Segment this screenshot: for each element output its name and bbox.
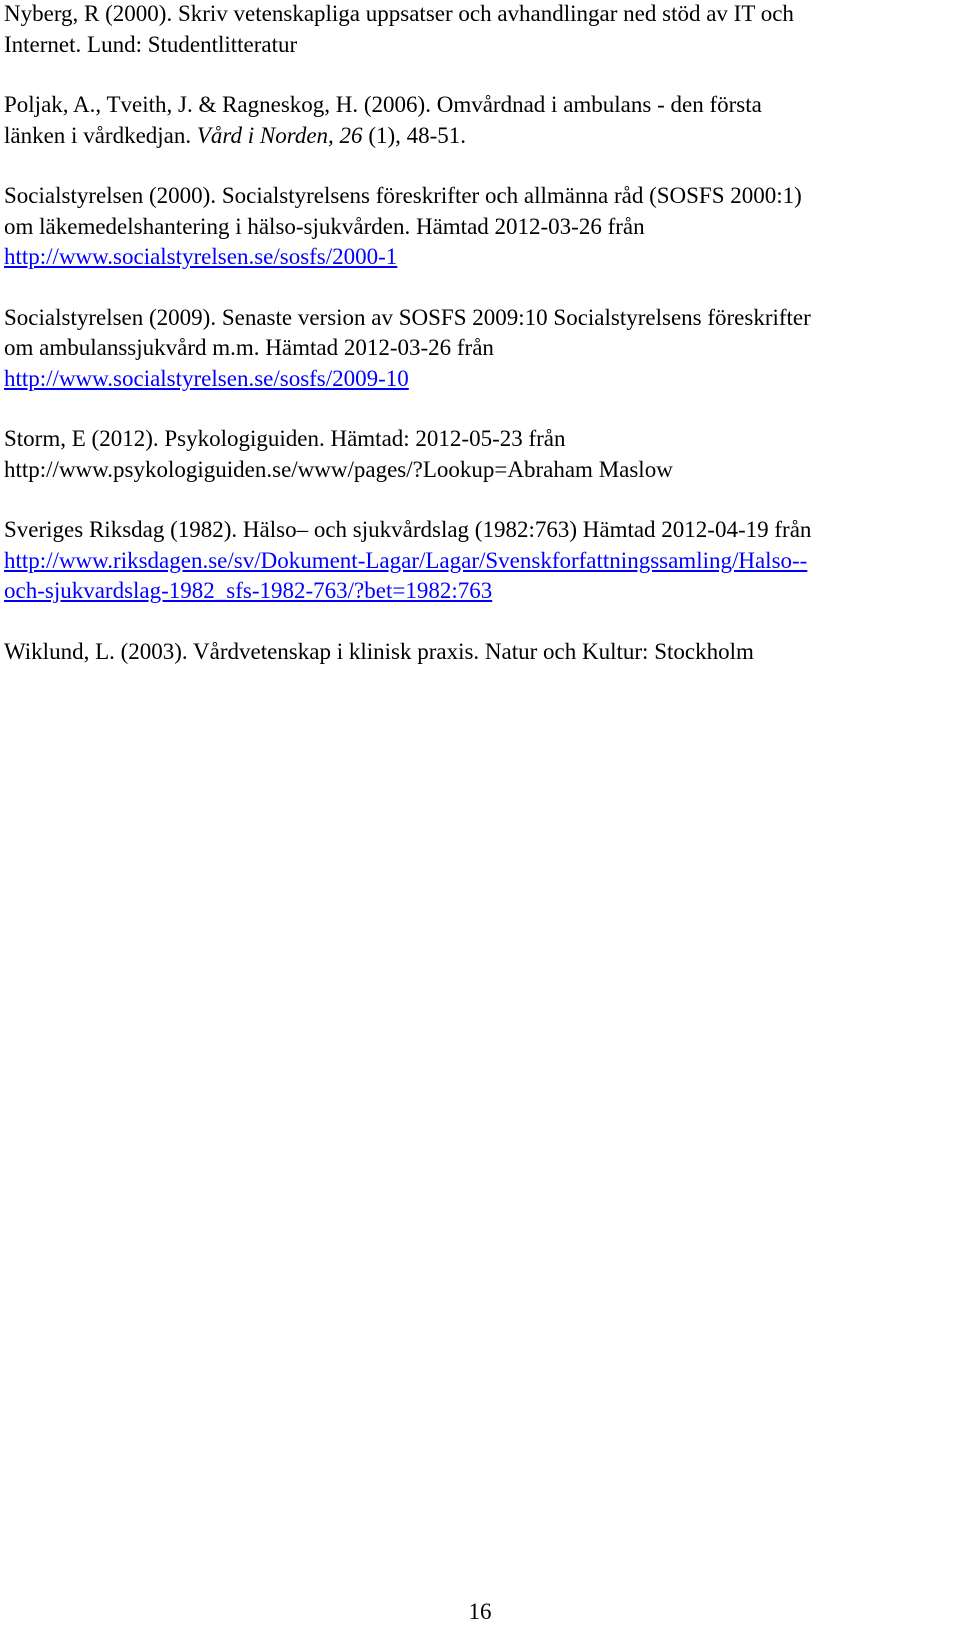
journal-title: Vård i Norden, 26 [196, 122, 363, 148]
reference-line: Storm, E (2012). Psykologiguiden. Hämtad: 2012-05-23 från [4, 426, 566, 451]
reference-line [4, 121, 944, 152]
reference-text: länken i vårdkedjan. [4, 122, 197, 148]
reference-line: om läkemedelshantering i hälso-sjukvården. Hämtad 2012-03-26 från [4, 213, 645, 239]
reference-text: (1), 48-51. [362, 122, 467, 148]
reference-line [4, 364, 944, 395]
reference-line [4, 576, 944, 607]
reference-poljak [4, 90, 944, 151]
reference-storm [4, 424, 944, 485]
reference-line: om ambulanssjukvård m.m. Hämtad 2012-03-26 från [4, 335, 494, 360]
reference-line: Poljak, A., Tveith, J. & Ragneskog, H. (2006). Omvårdnad i ambulans - den första [4, 92, 762, 117]
reference-line: Internet. Lund: Studentlitteratur [4, 31, 298, 57]
socialstyrelsen-2009-link[interactable]: http://www.socialstyrelsen.se/sosfs/2009-10 [4, 365, 409, 391]
reference-line: Socialstyrelsen (2009). Senaste version av SOSFS 2009:10 Socialstyrelsens föreskrifter [4, 304, 811, 330]
reference-line [4, 546, 944, 577]
reference-line: http://www.psykologiguiden.se/www/pages/?Lookup=Abraham Maslow [4, 456, 673, 482]
socialstyrelsen-2000-link[interactable]: http://www.socialstyrelsen.se/sosfs/2000-1 [4, 244, 398, 269]
reference-line: Wiklund, L. (2003). Vårdvetenskap i klinisk praxis. Natur och Kultur: Stockholm [4, 638, 754, 664]
reference-list [4, 0, 944, 697]
reference-line: Nyberg, R (2000). Skriv vetenskapliga uppsatser och avhandlingar ned stöd av IT och [4, 1, 794, 26]
riksdagen-link[interactable]: http://www.riksdagen.se/sv/Dokument-Lagar/Lagar/Svenskforfattningssamling/Halso-- [4, 547, 808, 573]
riksdagen-link-continued[interactable]: och-sjukvardslag-1982_sfs-1982-763/?bet=1982:763 [4, 578, 493, 603]
reference-riksdag [4, 515, 944, 607]
reference-sosfs-2009 [4, 303, 944, 395]
reference-line: Socialstyrelsen (2000). Socialstyrelsens föreskrifter och allmänna råd (SOSFS 2000:1) [4, 183, 802, 208]
reference-line: Sveriges Riksdag (1982). Hälso– och sjukvårdslag (1982:763) Hämtad 2012-04-19 från [4, 517, 812, 542]
reference-line [4, 242, 944, 273]
page-number: 16 [468, 1599, 492, 1624]
reference-sosfs-2000 [4, 181, 944, 273]
reference-nyberg [4, 0, 944, 60]
reference-wiklund [4, 637, 944, 668]
